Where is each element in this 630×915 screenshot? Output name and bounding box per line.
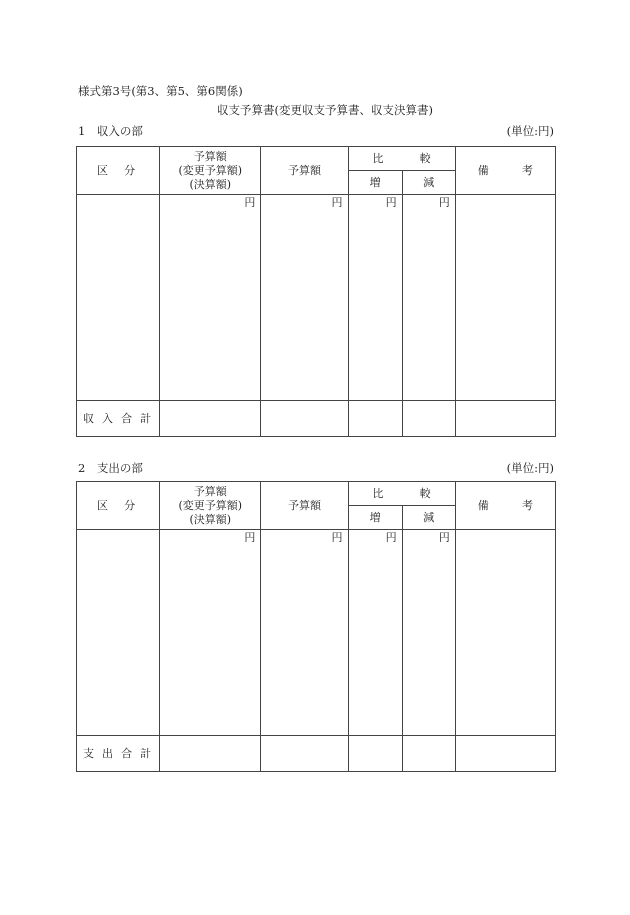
header-increase: 増 [348, 171, 402, 195]
header-budget-amount: 予算額 [261, 482, 348, 530]
section-title-expenditure: 2 支出の部 [78, 461, 143, 475]
unit-label-expenditure: (単位:円) [506, 461, 554, 475]
remarks-cell[interactable] [455, 530, 555, 736]
budget-variant-cell[interactable] [160, 530, 261, 736]
document-title: 収支予算書(変更収支予算書、収支決算書) [217, 103, 433, 117]
expenditure-total-label: 支 出 合 計 [77, 736, 160, 772]
header-kubun: 区 分 [77, 482, 160, 530]
yen-unit: 円 [438, 196, 450, 209]
budget-cell[interactable] [261, 530, 348, 736]
total-budget-cell[interactable] [261, 736, 348, 772]
header-budget-amount: 予算額 [261, 147, 348, 195]
header-comparison: 比 較 [348, 147, 455, 171]
budget-variant-cell[interactable] [160, 195, 261, 401]
yen-unit: 円 [438, 531, 450, 544]
total-decrease-cell[interactable] [402, 401, 455, 437]
yen-unit: 円 [331, 531, 343, 544]
decrease-cell[interactable] [402, 195, 455, 401]
total-increase-cell[interactable] [348, 736, 402, 772]
header-decrease: 減 [402, 506, 455, 530]
total-budget-variant-cell[interactable] [160, 401, 261, 437]
yen-unit: 円 [331, 196, 343, 209]
total-budget-variant-cell[interactable] [160, 736, 261, 772]
yen-unit: 円 [244, 196, 256, 209]
increase-cell[interactable] [348, 530, 402, 736]
header-remarks: 備 考 [455, 147, 555, 195]
decrease-cell[interactable] [402, 530, 455, 736]
header-remarks: 備 考 [455, 482, 555, 530]
yen-unit: 円 [385, 196, 397, 209]
total-remarks-cell[interactable] [455, 736, 555, 772]
total-budget-cell[interactable] [261, 401, 348, 437]
income-total-label: 収 入 合 計 [77, 401, 160, 437]
total-remarks-cell[interactable] [455, 401, 555, 437]
income-table [76, 146, 556, 437]
yen-unit: 円 [244, 531, 256, 544]
remarks-cell[interactable] [455, 195, 555, 401]
header-decrease: 減 [402, 171, 455, 195]
yen-unit: 円 [385, 531, 397, 544]
header-kubun: 区 分 [77, 147, 160, 195]
kubun-cell[interactable] [77, 195, 160, 401]
form-number: 様式第3号(第3、第5、第6関係) [78, 84, 243, 98]
total-decrease-cell[interactable] [402, 736, 455, 772]
kubun-cell[interactable] [77, 530, 160, 736]
header-budget-amount-variants: 予算額 (変更予算額) (決算額) [160, 147, 261, 195]
budget-cell[interactable] [261, 195, 348, 401]
expenditure-table [76, 481, 556, 772]
increase-cell[interactable] [348, 195, 402, 401]
header-increase: 増 [348, 506, 402, 530]
header-budget-amount-variants: 予算額 (変更予算額) (決算額) [160, 482, 261, 530]
header-comparison: 比 較 [348, 482, 455, 506]
total-increase-cell[interactable] [348, 401, 402, 437]
section-title-income: 1 収入の部 [78, 124, 143, 138]
unit-label-income: (単位:円) [506, 124, 554, 138]
